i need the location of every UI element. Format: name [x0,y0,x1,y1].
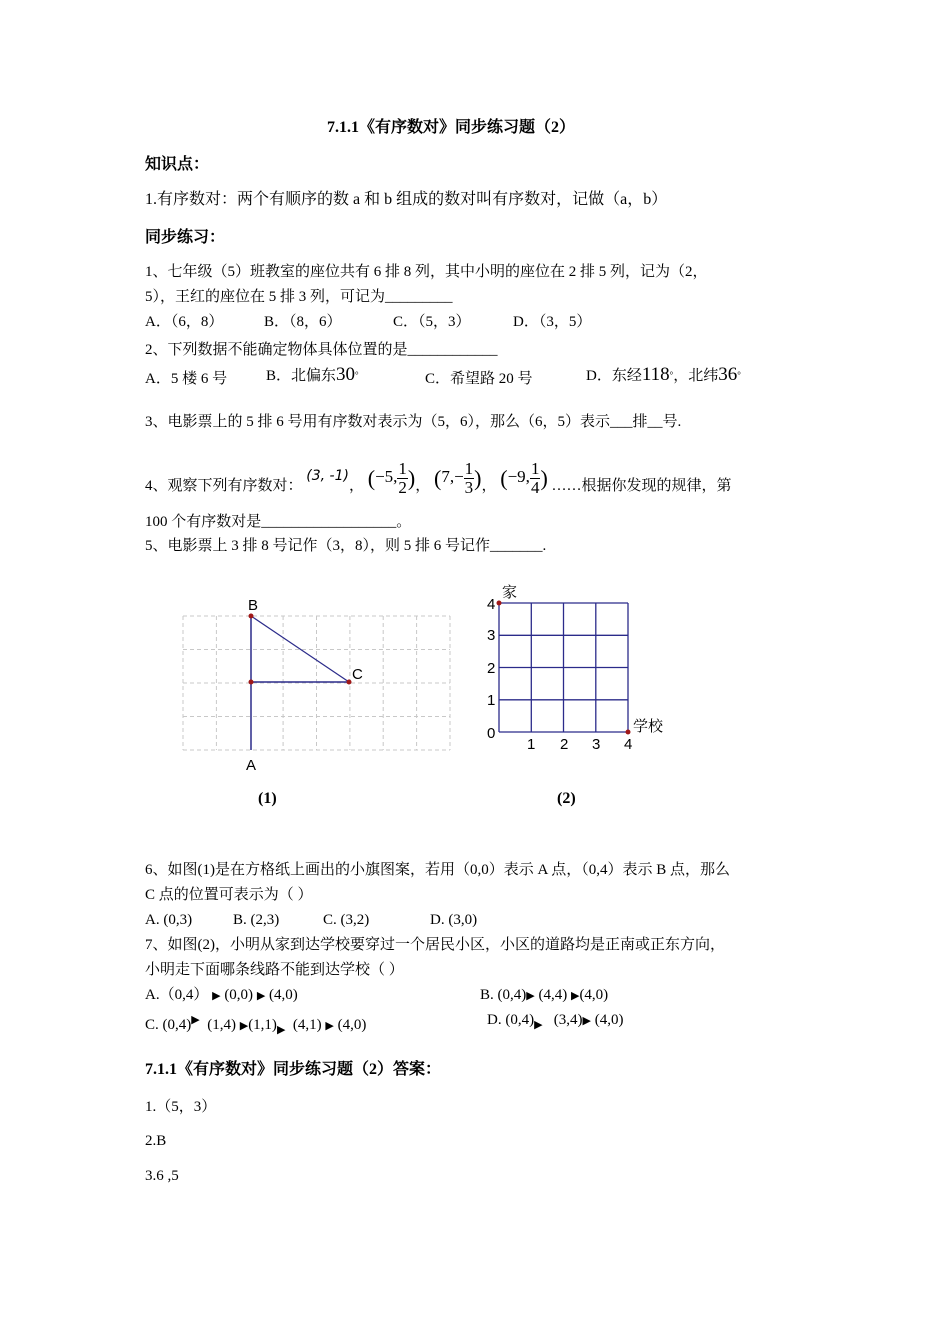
arrow-right-icon: ▶ [276,1024,286,1036]
q4-pair3-a: 7,− [441,467,464,486]
degree: ° [737,370,741,380]
q6-option-c: C. (3,2) [323,912,370,928]
home-point [497,601,502,606]
q2-b-text: B．北偏东 [266,368,337,384]
route-point: (1,1) [248,1017,277,1033]
answer-item: 2.B [145,1133,167,1149]
q2-line [145,340,498,360]
degree: ° [355,370,359,380]
route-point: (4,1) [292,1017,322,1033]
x-tick: 1 [527,736,536,753]
q4-pair2-a: −5, [375,467,398,486]
q2-option-d [586,365,741,386]
q1-option-a: A．（6，8） [145,314,224,330]
q6-option-a: A. (0,3) [145,912,193,928]
route-point: (4,0) [579,987,609,1003]
comma: ， [481,478,497,494]
route-point: (4,0) [269,987,298,1003]
arrow-right-icon: ▶ [256,990,266,1002]
q2-d-num2: 36 [718,364,738,385]
practice-heading: 同步练习： [145,229,226,246]
numerator: 1 [464,459,474,479]
arrow-right-icon: ▶ [239,1020,249,1032]
label-c: C [352,666,363,683]
figure-1 [183,597,450,807]
route-point: (3,4) [553,1012,583,1028]
arrow-right-icon: ▶ [534,1019,543,1031]
point-b [249,614,254,619]
q4-prefix: 4、观察下列有序数对： [145,478,303,494]
route-point: (4,0) [594,1012,624,1028]
q4-line1 [145,448,732,514]
numerator: 1 [398,459,407,479]
route-point: (4,0) [337,1017,367,1033]
figure-2 [487,584,664,807]
y-tick: 3 [487,627,496,644]
q2-text: 2、下列数据不能确定物体具体位置的是 [145,342,408,358]
y-tick: 0 [487,725,496,742]
comma: ， [348,478,364,494]
degree: ° [669,370,674,380]
route-point: (0,0) [224,987,254,1003]
q4-pair4: (−9, $\frac{1}{4}$ ) [500,459,548,498]
q7-option-b [480,985,608,1006]
q2-option-b [266,365,359,386]
y-tick: 2 [487,660,496,677]
figure-1-caption: (1) [258,790,277,807]
q3-text: 3、电影票上的 5 排 6 号用有序数对表示为（5，6），那么（6，5）表示___排__号. [145,414,682,430]
q4-pair3: (7,− $\frac{1}{3}$ ) [434,459,482,498]
point-mid [249,680,254,685]
answer-item: 1.（5，3） [145,1099,217,1115]
route-point: D. (0,4) [487,1012,535,1028]
x-tick: 4 [624,736,633,753]
arrow-right-icon: ▶ [191,1014,200,1026]
arrow-right-icon: ▶ [582,1015,592,1027]
q2-option-a: A．5 楼 6 号 [145,371,228,387]
route-point: C. (0,4) [145,1017,192,1033]
q6-line2: C 点的位置可表示为（ ） [145,887,313,903]
q7-option-c [145,1010,366,1040]
q4-suffix: ……根据你发现的规律，第 [551,478,732,494]
q1-option-c: C．（5，3） [393,314,471,330]
knowledge-heading: 知识点： [145,156,210,173]
q7-option-a [145,985,298,1006]
home-label: 家 [502,584,518,601]
q6-option-b: B. (2,3) [233,912,280,928]
q1-line2 [145,287,453,307]
denominator: 2 [398,478,407,498]
figure-2-caption: (2) [557,790,576,807]
q4-pair1: (3, -1) [306,468,349,484]
y-tick: 4 [487,596,496,613]
q1-text: 5），王红的座位在 5 排 3 列，可记为 [145,289,386,305]
q2-d-mid: ，北纬 [673,368,719,384]
label-b: B [248,597,259,614]
q7-line2: 小明走下面哪条线路不能到达学校（ ） [145,962,404,978]
arrow-right-icon: ▶ [526,990,535,1002]
route-point: (1,4) [207,1017,236,1033]
q2-option-c: C．希望路 20 号 [425,371,533,387]
arrow-right-icon: ▶ [325,1020,334,1032]
knowledge-item: 1.有序数对：两个有顺序的数 a 和 b 组成的数对叫有序数对，记做（a，b） [145,191,668,208]
numerator: 1 [530,459,540,479]
x-tick: 3 [592,736,601,753]
label-a: A [246,757,257,774]
q7-line1: 7、如图(2)，小明从家到达学校要穿过一个居民小区，小区的道路均是正南或正东方向， [145,937,725,953]
route-point: (4,4) [538,987,568,1003]
q2-b-num: 30 [336,364,356,385]
q6-line1: 6、如图(1)是在方格纸上画出的小旗图案，若用（0,0）表示 A 点，（0,4）表示 B 点，那么 [145,862,731,878]
q1-line1: 1、七年级（5）班教室的座位共有 6 排 8 列，其中小明的座位在 2 排 5 列，记为（2， [145,264,708,280]
denominator: 4 [530,478,540,498]
q2-blank: ____________ [407,342,498,358]
flag-edge-bc [251,616,349,682]
route-point: A.（0,4） [145,987,209,1003]
q4-line2: 100 个有序数对是__________________。 [145,514,412,530]
arrow-right-icon: ▶ [212,990,221,1002]
dashed-grid [183,616,450,750]
school-point [626,730,631,735]
denominator: 3 [464,478,474,498]
q4-pair2: (−5, $\frac{1}{2}$ ) [367,459,416,498]
q1-option-d: D．（3，5） [513,314,592,330]
q6-option-d: D. (3,0) [430,912,478,928]
point-c [347,680,352,685]
q4-pair4-a: −9, [507,467,530,486]
q2-d-text: D．东经 [586,368,642,384]
page-title: 7.1.1《有序数对》同步练习题（2） [327,119,576,136]
school-label: 学校 [633,718,664,735]
comma: ， [415,478,431,494]
y-tick: 1 [487,692,496,709]
arrow-right-icon: ▶ [570,990,580,1002]
q5-text: 5、电影票上 3 排 8 号记作（3，8），则 5 排 6 号记作_______. [145,538,547,554]
answers-heading: 7.1.1《有序数对》同步练习题（2）答案： [145,1061,442,1078]
q7-option-d [487,1010,624,1035]
x-tick: 2 [560,736,569,753]
q1-blank: _________ [385,289,453,305]
route-point: B. (0,4) [480,987,527,1003]
answer-item: 3.6 ,5 [145,1168,179,1184]
q1-option-b: B．（8，6） [264,314,342,330]
street-grid [499,603,628,732]
figures [0,580,950,820]
q2-d-num1: 118 [641,364,670,385]
